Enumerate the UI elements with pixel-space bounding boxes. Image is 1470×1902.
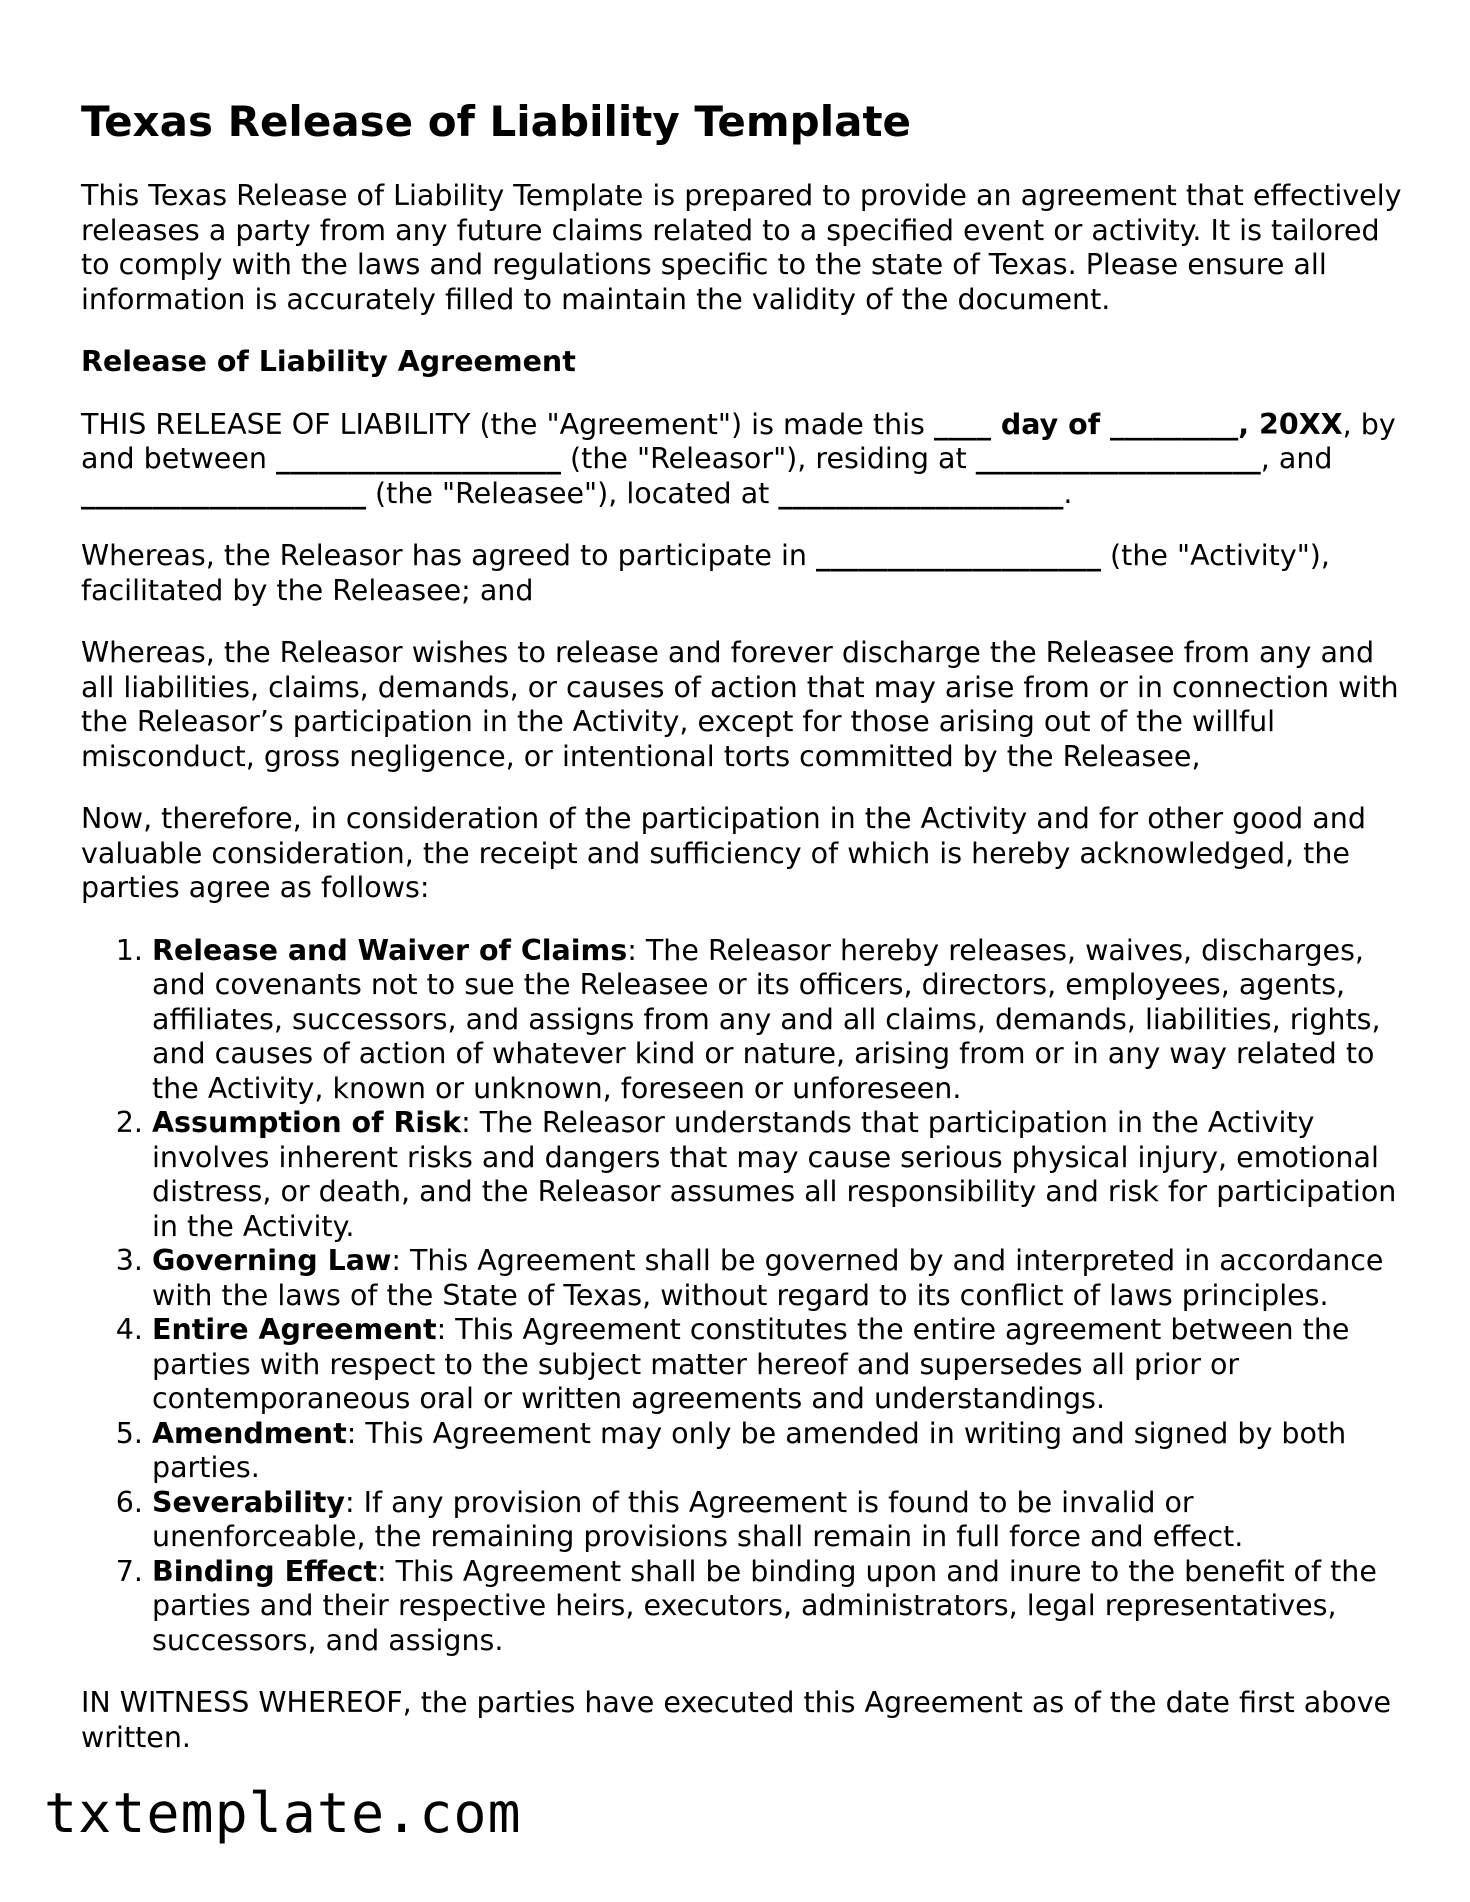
clause-text: : This Agreement constitutes the entire agreement between the parties with respect to the subject matter hereof and supersedes all prior or contemporaneous oral or written agreements and understandings. — [152, 1313, 1350, 1415]
releasee-name-blank: ____________________ — [81, 476, 366, 510]
document-title: Texas Release of Liability Template — [81, 97, 912, 146]
clause-title: Binding Effect — [152, 1554, 377, 1588]
document-page — [81, 95, 1411, 1783]
now-therefore-paragraph: Now, therefore, in consideration of the participation in the Activity and for other good and valuable consideration, the receipt and sufficiency of which is hereby acknowledged, the parties agree as follows: — [81, 802, 1366, 904]
clause-item — [152, 1417, 1411, 1486]
clause-title: Governing Law — [152, 1244, 392, 1277]
releasee-address-blank: ____________________ — [778, 476, 1064, 510]
releasor-address-blank: ____________________ — [975, 442, 1261, 475]
clause-title: Amendment — [152, 1416, 347, 1450]
clause-text: : The Releasor understands that participation in the Activity involves inherent risks and dangers that may cause serious physical injury, emotional distress, or death, and the Releasor assumes all responsibility and risk for participation in the Activity. — [152, 1106, 1397, 1243]
clause-title: Assumption of Risk — [152, 1106, 462, 1139]
clause-item — [152, 934, 1411, 1107]
agreement-text-2: , by and between — [81, 407, 1396, 475]
agreement-paragraph — [81, 408, 1411, 512]
agreement-text-3: (the "Releasor"), residing at — [560, 442, 976, 475]
clause-text: : This Agreement shall be binding upon and inure to the benefit of the parties and their respective heirs, executors, administrators, legal representatives, successors, and assigns. — [152, 1554, 1377, 1657]
clause-item — [152, 1486, 1411, 1555]
whereas-activity-paragraph — [81, 539, 1411, 608]
clause-item — [152, 1244, 1411, 1313]
activity-blank: ____________________ — [816, 539, 1101, 572]
clause-item — [152, 1555, 1411, 1659]
agreement-text-5: (the "Releasee"), located at — [366, 476, 779, 510]
clause-title: Entire Agreement — [152, 1313, 437, 1346]
date-blank: ____ day of _________, 20XX — [933, 407, 1343, 441]
clause-text: : If any provision of this Agreement is found to be invalid or unenforceable, the remaining provisions shall remain in full force and effect. — [152, 1485, 1244, 1553]
clause-title: Release and Waiver of Claims — [152, 933, 628, 967]
agreement-text-6: . — [1063, 476, 1073, 510]
agreement-subheading: Release of Liability Agreement — [81, 345, 576, 378]
clauses-list — [81, 934, 1411, 1659]
site-watermark: txtemplate.com — [44, 1781, 522, 1845]
whereas-release-paragraph: Whereas, the Releasor wishes to release and forever discharge the Releasee from any and all liabilities, claims, demands, or causes of action that may arise from or in connection with the Releasor’s participation in the Activity, except for those arising out of the willful misconduct, gross negligence, or intentional torts committed by the Releasee, — [81, 636, 1399, 773]
clause-title: Severability — [152, 1485, 345, 1519]
intro-paragraph: This Texas Release of Liability Template is prepared to provide an agreement that effectively releases a party from any future claims related to a specified event or activity. It is tailored to comply with the laws and regulations specific to the state of Texas. Please ensure all information is accurately filled to maintain the validity of the document. — [81, 179, 1402, 316]
agreement-text-1: THIS RELEASE OF LIABILITY (the "Agreement") is made this — [81, 407, 934, 441]
clause-text: : This Agreement may only be amended in writing and signed by both parties. — [152, 1416, 1347, 1484]
releasor-name-blank: ____________________ — [275, 442, 561, 475]
agreement-text-4: , and — [1260, 442, 1333, 475]
clause-text: : This Agreement shall be governed by and interpreted in accordance with the laws of the State of Texas, without regard to its conflict of laws principles. — [152, 1244, 1384, 1312]
clause-item — [152, 1313, 1411, 1417]
whereas-activity-text-2: (the "Activity"), facilitated by the Releasee; and — [81, 539, 1330, 607]
clause-text: : The Releasor hereby releases, waives, discharges, and covenants not to sue the Releasee or its officers, directors, employees, agents, affiliates, successors, and assigns from any and all claims, demands, liabilities, rights, and causes of action of whatever kind or nature, arising from or in any way related to the Activity, known or unknown, foreseen or unforeseen. — [152, 933, 1381, 1105]
clause-item — [152, 1106, 1411, 1244]
whereas-activity-text-1: Whereas, the Releasor has agreed to participate in — [81, 539, 816, 572]
witness-paragraph: IN WITNESS WHEREOF, the parties have executed this Agreement as of the date first above written. — [81, 1686, 1392, 1754]
